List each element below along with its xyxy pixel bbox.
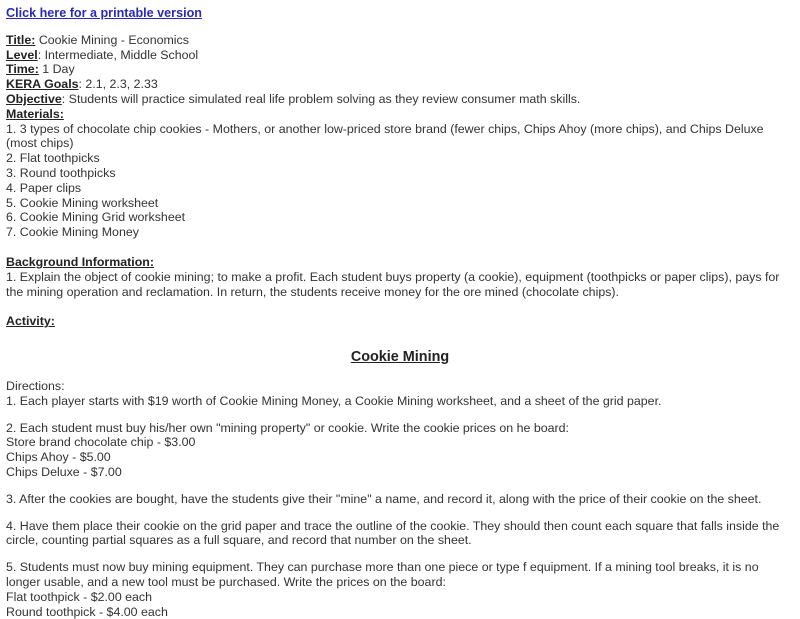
materials-item: 4. Paper clips xyxy=(6,181,794,196)
materials-item: 6. Cookie Mining Grid worksheet xyxy=(6,210,794,225)
directions-label: Directions: xyxy=(6,379,794,394)
spacer xyxy=(6,480,794,492)
activity-heading: Activity: xyxy=(6,314,794,329)
level-row xyxy=(6,48,794,63)
kera-goals-label: KERA Goals xyxy=(6,77,79,91)
materials-item: 7. Cookie Mining Money xyxy=(6,225,794,240)
materials-item: 1. 3 types of chocolate chip cookies - Mothers, or another low-priced store brand (fewer chips, Chips Ahoy (more chips), and Chips Deluxe (most chips) xyxy=(6,122,794,152)
title-value: Cookie Mining - Economics xyxy=(35,33,189,47)
objective-label: Objective xyxy=(6,92,62,106)
equipment-price: Round toothpick - $4.00 each xyxy=(6,605,794,619)
activity-section xyxy=(6,314,794,619)
spacer xyxy=(6,507,794,519)
step-4: 4. Have them place their cookie on the grid paper and trace the outline of the cookie. They should then count each square that falls inside the circle, counting partial squares as a full square, and record that number on the sheet. xyxy=(6,519,794,549)
lesson-meta xyxy=(6,33,794,240)
cookie-price: Chips Deluxe - $7.00 xyxy=(6,465,794,480)
cookie-price: Chips Ahoy - $5.00 xyxy=(6,450,794,465)
activity-title: Cookie Mining xyxy=(6,350,794,365)
materials-item: 3. Round toothpicks xyxy=(6,166,794,181)
background-section xyxy=(6,255,794,299)
spacer xyxy=(6,548,794,560)
spacer xyxy=(6,240,794,255)
objective-row xyxy=(6,92,794,107)
kera-goals-row xyxy=(6,77,794,92)
title-label: Title: xyxy=(6,33,35,47)
step-3: 3. After the cookies are bought, have the students give their "mine" a name, and record it, along with the price of their cookie on the sheet. xyxy=(6,492,794,507)
cookie-price: Store brand chocolate chip - $3.00 xyxy=(6,435,794,450)
step-2: 2. Each student must buy his/her own "mining property" or cookie. Write the cookie prices on he board: xyxy=(6,421,794,436)
title-row xyxy=(6,33,794,48)
step-5: 5. Students must now buy mining equipment. They can purchase more than one piece or type f equipment. If a mining tool breaks, it is no longer usable, and a new tool must be purchased. Write the prices on the board: xyxy=(6,560,794,590)
step-1: 1. Each player starts with $19 worth of Cookie Mining Money, a Cookie Mining worksheet, and a sheet of the grid paper. xyxy=(6,394,794,409)
time-value: 1 Day xyxy=(39,62,75,76)
objective-value: : Students will practice simulated real life problem solving as they review consumer math skills. xyxy=(62,92,581,106)
equipment-price: Flat toothpick - $2.00 each xyxy=(6,590,794,605)
time-row xyxy=(6,62,794,77)
printable-version-link[interactable]: Click here for a printable version xyxy=(6,6,202,21)
materials-item: 2. Flat toothpicks xyxy=(6,151,794,166)
background-text: 1. Explain the object of cookie mining; to make a profit. Each student buys property (a cookie), equipment (toothpicks or paper clips), pays for the mining operation and reclamation. In return, the students receive money for the ore mined (chocolate chips). xyxy=(6,270,794,300)
level-value: : Intermediate, Middle School xyxy=(38,48,198,62)
background-heading: Background Information: xyxy=(6,255,794,270)
time-label: Time: xyxy=(6,62,39,76)
materials-heading: Materials: xyxy=(6,107,794,122)
kera-goals-value: : 2.1, 2.3, 2.33 xyxy=(79,77,158,91)
spacer xyxy=(6,409,794,421)
spacer xyxy=(6,299,794,314)
level-label: Level xyxy=(6,48,38,62)
materials-item: 5. Cookie Mining worksheet xyxy=(6,196,794,211)
